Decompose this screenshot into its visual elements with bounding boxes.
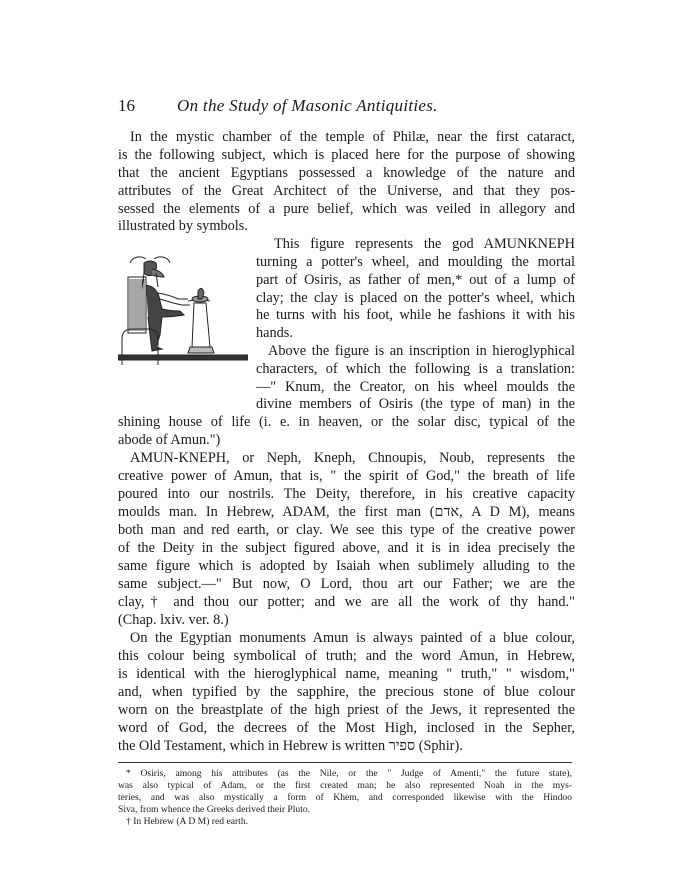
body-line: In the mystic chamber of the temple of Philæ, near the first cataract, [130, 129, 575, 145]
footnote-line: * Osiris, among his attributes (as the Nile, or the " Judge of Amenti," the future state), [126, 768, 572, 779]
body-line: On the Egyptian monuments Amun is always painted of a blue colour, [130, 630, 575, 646]
footnote-line: was also typical of Adam, or the first created man; he also represented Noah in the mys- [118, 780, 572, 791]
body-line: the Old Testament, which in Hebrew is written ספיר (Sphir). [118, 738, 463, 754]
body-line: both man and red earth, or clay. We see this type of the creative power [118, 522, 575, 538]
body-line: clay; the clay is placed on the potter's wheel, which [256, 290, 575, 306]
amun-kneph-figure-illustration [118, 255, 248, 365]
body-line: —" Knum, the Creator, on his wheel moulds the [256, 379, 575, 395]
footnote-line: Siva, from whence the Greeks derived their Pluto. [118, 804, 311, 815]
footnote-rule [118, 762, 572, 763]
body-line: shining house of life (i. e. in heaven, or the solar disc, typical of the [118, 414, 575, 430]
body-line: hands. [256, 325, 293, 341]
footnote-line: teries, and was also mystically a form of Khem, and corresponded likewise with the Hindoo [118, 792, 572, 803]
body-line: part of Osiris, as father of men,* out of a lump of [256, 272, 575, 288]
body-line: and, when typified by the sapphire, the precious stone of blue colour [118, 684, 575, 700]
body-line: is identical with the hieroglyphical name, meaning " truth," " wisdom," [118, 666, 575, 682]
body-line: is the following subject, which is placed here for the purpose of showing [118, 147, 575, 163]
body-line: AMUN-KNEPH, or Neph, Kneph, Chnoupis, Noub, represents the [130, 450, 575, 466]
body-line: attributes of the Great Architect of the Universe, and that they pos- [118, 183, 575, 199]
body-line: clay,† and thou our potter; and we are all the work of thy hand." [118, 594, 575, 610]
body-line: same figure which is adopted by Isaiah when sublimely alluding to the [118, 558, 575, 574]
body-line: that the ancient Egyptians possessed a knowledge of the nature and [118, 165, 575, 181]
body-line: turning a potter's wheel, and moulding the mortal [256, 254, 575, 270]
body-line: same subject.—" But now, O Lord, thou art our Father; we are the [118, 576, 575, 592]
body-line: he turns with his foot, while he fashions it with his [256, 307, 575, 323]
body-line: word of God, the decrees of the Most High, inclosed in the Sepher, [118, 720, 575, 736]
page-number: 16 [118, 96, 135, 115]
body-line: this colour being symbolical of truth; and the word Amun, in Hebrew, [118, 648, 575, 664]
body-line: abode of Amun.") [118, 432, 221, 448]
body-line: poured into our nostrils. The Deity, therefore, in his creative capacity [118, 486, 575, 502]
body-line: moulds man. In Hebrew, ADAM, the first man (אדם, A D M), means [118, 504, 575, 520]
body-line: worn on the breastplate of the high priest of the Jews, it represented the [118, 702, 575, 718]
body-line: sessed the elements of a pure belief, which was veiled in allegory and [118, 201, 575, 217]
body-line: characters, of which the following is a translation: [256, 361, 575, 377]
body-line: (Chap. lxiv. ver. 8.) [118, 612, 229, 628]
footnote-line: † In Hebrew (A D M) red earth. [126, 816, 249, 827]
body-line: Above the figure is an inscription in hieroglyphical [268, 343, 575, 359]
body-line: creative power of Amun, that is, " the spirit of God," the breath of life [118, 468, 575, 484]
body-line: divine members of Osiris (the type of man) in the [256, 396, 575, 412]
running-head: On the Study of Masonic Antiquities. [177, 96, 438, 115]
body-line: This figure represents the god AMUNKNEPH [274, 236, 575, 252]
body-line: illustrated by symbols. [118, 218, 248, 234]
page-header [118, 96, 578, 120]
body-line: of the Deity in the subject figured above, and it is in idea precisely the [118, 540, 575, 556]
